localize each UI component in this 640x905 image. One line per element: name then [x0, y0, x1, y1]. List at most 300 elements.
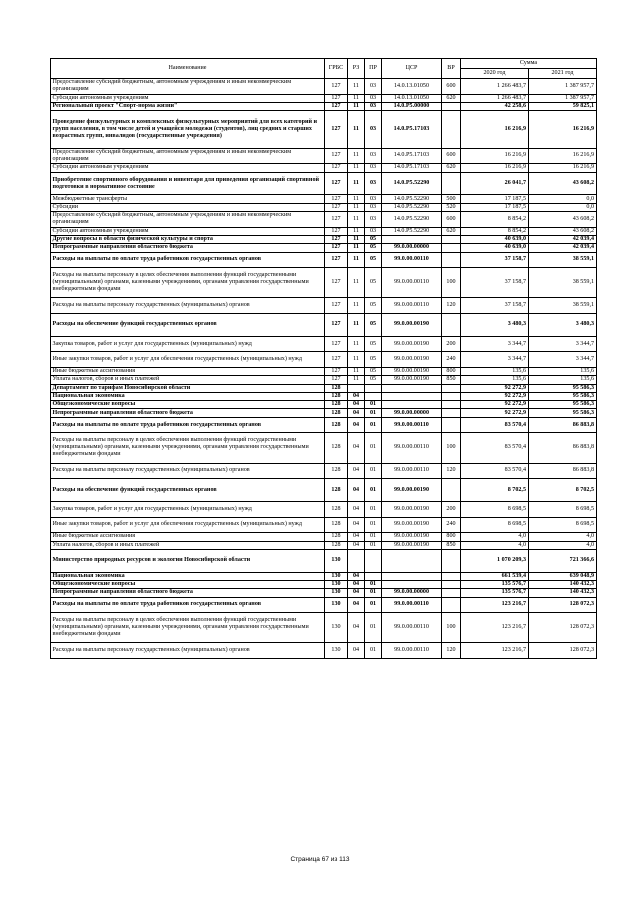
cell-sum-2020: 40 639,0	[461, 244, 529, 252]
cell-pr: 03	[365, 172, 382, 195]
cell-vr	[442, 235, 461, 243]
table-row	[51, 533, 597, 541]
cell-rz: 04	[348, 401, 365, 409]
cell-csr: 99.0.00.00190	[382, 376, 442, 384]
cell-pr: 01	[365, 643, 382, 659]
cell-pr: 01	[365, 463, 382, 479]
cell-name: Межбюджетные трансферты	[51, 195, 325, 203]
table-row	[51, 79, 597, 95]
cell-grbs: 127	[325, 268, 348, 298]
cell-name: Предоставление субсидий бюджетным, автономным учреждениям и иным некоммерческим организациям	[51, 212, 325, 228]
cell-pr: 05	[365, 298, 382, 314]
cell-name: Расходы на обеспечение функций государственных органов	[51, 313, 325, 336]
cell-rz	[348, 384, 365, 392]
cell-sum-2021: 135,6	[529, 376, 597, 384]
cell-name: Другие вопросы в области физической культуры и спорта	[51, 235, 325, 243]
cell-csr: 14.0.P5.00000	[382, 102, 442, 110]
cell-sum-2021: 128 072,3	[529, 613, 597, 643]
cell-name: Непрограммные направления областного бюджета	[51, 409, 325, 417]
cell-sum-2020: 1 070 209,3	[461, 549, 529, 572]
cell-pr: 01	[365, 517, 382, 533]
cell-sum-2021: 4,0	[529, 533, 597, 541]
cell-grbs: 127	[325, 102, 348, 110]
cell-csr	[382, 549, 442, 572]
cell-vr	[442, 417, 461, 433]
cell-vr: 100	[442, 613, 461, 643]
cell-grbs: 127	[325, 368, 348, 376]
cell-name: Уплата налогов, сборов и иных платежей	[51, 541, 325, 549]
cell-csr: 99.0.00.00190	[382, 479, 442, 502]
cell-csr: 99.0.00.00110	[382, 643, 442, 659]
cell-rz: 04	[348, 502, 365, 518]
cell-pr: 01	[365, 479, 382, 502]
cell-grbs: 127	[325, 148, 348, 164]
cell-csr: 99.0.00.00000	[382, 409, 442, 417]
cell-sum-2021: 8 698,5	[529, 502, 597, 518]
cell-name: Министерство природных ресурсов и экологии Новосибирской области	[51, 549, 325, 572]
cell-sum-2020: 92 272,9	[461, 384, 529, 392]
cell-rz: 04	[348, 417, 365, 433]
cell-grbs: 127	[325, 212, 348, 228]
header-sum: Сумма	[461, 59, 597, 69]
table-row	[51, 409, 597, 417]
cell-sum-2021: 86 883,8	[529, 433, 597, 463]
cell-name: Расходы на выплаты по оплате труда работников государственных органов	[51, 252, 325, 268]
cell-vr: 800	[442, 533, 461, 541]
cell-pr: 05	[365, 313, 382, 336]
cell-sum-2021: 16 216,9	[529, 164, 597, 172]
cell-vr: 200	[442, 336, 461, 352]
cell-sum-2020: 40 639,0	[461, 235, 529, 243]
table-row	[51, 298, 597, 314]
header-year-2020: 2020 год	[461, 69, 529, 79]
cell-pr	[365, 384, 382, 392]
cell-vr: 100	[442, 433, 461, 463]
cell-name: Субсидии автономным учреждениям	[51, 164, 325, 172]
cell-sum-2020: 8 854,2	[461, 212, 529, 228]
cell-vr: 800	[442, 368, 461, 376]
cell-sum-2020: 26 041,7	[461, 172, 529, 195]
cell-name: Уплата налогов, сборов и иных платежей	[51, 376, 325, 384]
cell-grbs: 128	[325, 502, 348, 518]
cell-sum-2021: 43 608,2	[529, 172, 597, 195]
cell-sum-2020: 92 272,9	[461, 409, 529, 417]
cell-sum-2021: 95 586,3	[529, 409, 597, 417]
cell-pr: 05	[365, 336, 382, 352]
cell-vr: 600	[442, 212, 461, 228]
cell-rz: 11	[348, 313, 365, 336]
cell-sum-2020: 16 216,9	[461, 164, 529, 172]
cell-pr	[365, 572, 382, 580]
cell-sum-2021: 42 039,4	[529, 244, 597, 252]
cell-pr: 05	[365, 352, 382, 368]
cell-rz: 04	[348, 541, 365, 549]
cell-csr: 99.0.00.00000	[382, 244, 442, 252]
cell-pr: 01	[365, 597, 382, 613]
cell-vr	[442, 392, 461, 400]
table-row	[51, 313, 597, 336]
cell-rz: 04	[348, 409, 365, 417]
cell-rz: 04	[348, 572, 365, 580]
table-row	[51, 581, 597, 589]
cell-grbs: 127	[325, 376, 348, 384]
cell-rz: 04	[348, 533, 365, 541]
cell-rz: 11	[348, 94, 365, 102]
table-row	[51, 195, 597, 203]
cell-name: Расходы на выплаты персоналу в целях обеспечения выполнения функций государственными (муниципальными) органами, казенными учреждениями, органами управления государственными внебюджетными фондами	[51, 433, 325, 463]
cell-vr: 620	[442, 94, 461, 102]
cell-rz: 04	[348, 643, 365, 659]
cell-sum-2021: 4,0	[529, 541, 597, 549]
cell-vr	[442, 244, 461, 252]
table-row	[51, 252, 597, 268]
table-row	[51, 164, 597, 172]
cell-sum-2021: 1 387 957,7	[529, 94, 597, 102]
table-row	[51, 613, 597, 643]
cell-sum-2021: 86 883,8	[529, 463, 597, 479]
cell-pr: 03	[365, 148, 382, 164]
cell-vr: 600	[442, 79, 461, 95]
cell-pr: 03	[365, 227, 382, 235]
cell-rz: 11	[348, 111, 365, 149]
cell-name: Иные закупки товаров, работ и услуг для обеспечения государственных (муниципальных) нужд	[51, 517, 325, 533]
cell-vr: 120	[442, 298, 461, 314]
budget-table-sheet	[50, 58, 596, 659]
cell-rz: 11	[348, 148, 365, 164]
cell-csr: 99.0.00.00190	[382, 517, 442, 533]
cell-sum-2021: 59 825,1	[529, 102, 597, 110]
cell-grbs: 127	[325, 111, 348, 149]
cell-sum-2020: 123 216,7	[461, 597, 529, 613]
cell-grbs: 128	[325, 541, 348, 549]
cell-csr: 99.0.00.00110	[382, 298, 442, 314]
cell-vr: 200	[442, 502, 461, 518]
table-row	[51, 589, 597, 597]
cell-pr: 05	[365, 235, 382, 243]
cell-name: Субсидии	[51, 203, 325, 211]
cell-pr: 03	[365, 79, 382, 95]
cell-grbs: 127	[325, 235, 348, 243]
cell-sum-2021: 128 072,3	[529, 643, 597, 659]
cell-pr	[365, 392, 382, 400]
cell-rz: 04	[348, 479, 365, 502]
cell-sum-2020: 8 854,2	[461, 227, 529, 235]
cell-rz: 04	[348, 589, 365, 597]
table-row	[51, 479, 597, 502]
cell-rz: 11	[348, 336, 365, 352]
cell-grbs: 130	[325, 572, 348, 580]
cell-pr: 03	[365, 164, 382, 172]
cell-sum-2020: 37 158,7	[461, 252, 529, 268]
cell-name: Расходы на выплаты персоналу государственных (муниципальных) органов	[51, 643, 325, 659]
cell-rz: 04	[348, 463, 365, 479]
cell-vr	[442, 384, 461, 392]
table-row	[51, 643, 597, 659]
cell-pr: 05	[365, 268, 382, 298]
table-row	[51, 172, 597, 195]
cell-sum-2020: 8 702,5	[461, 479, 529, 502]
cell-sum-2020: 83 570,4	[461, 463, 529, 479]
table-row	[51, 549, 597, 572]
table-row	[51, 376, 597, 384]
cell-rz: 11	[348, 164, 365, 172]
cell-rz: 11	[348, 352, 365, 368]
cell-name: Непрограммные направления областного бюджета	[51, 244, 325, 252]
cell-rz: 04	[348, 517, 365, 533]
cell-pr: 03	[365, 94, 382, 102]
cell-name: Департамент по тарифам Новосибирской области	[51, 384, 325, 392]
cell-name: Расходы на выплаты по оплате труда работников государственных органов	[51, 597, 325, 613]
cell-sum-2021: 0,0	[529, 203, 597, 211]
table-row	[51, 502, 597, 518]
cell-sum-2020: 92 272,9	[461, 401, 529, 409]
cell-vr	[442, 581, 461, 589]
table-row	[51, 235, 597, 243]
cell-sum-2020: 123 216,7	[461, 643, 529, 659]
cell-grbs: 128	[325, 409, 348, 417]
cell-csr: 99.0.00.00110	[382, 463, 442, 479]
cell-pr: 05	[365, 244, 382, 252]
cell-sum-2021: 1 387 957,7	[529, 79, 597, 95]
budget-table-body	[51, 79, 597, 659]
cell-vr: 500	[442, 195, 461, 203]
cell-rz: 11	[348, 252, 365, 268]
cell-grbs: 127	[325, 336, 348, 352]
table-row	[51, 94, 597, 102]
cell-sum-2021: 3 344,7	[529, 336, 597, 352]
page-number: Страница 67 из 113	[290, 856, 350, 863]
cell-name: Расходы на выплаты персоналу государственных (муниципальных) органов	[51, 463, 325, 479]
cell-csr: 14.0.P5.17103	[382, 148, 442, 164]
cell-sum-2021: 95 586,3	[529, 392, 597, 400]
table-row	[51, 352, 597, 368]
table-row	[51, 433, 597, 463]
budget-table	[50, 58, 597, 659]
cell-sum-2021: 38 559,1	[529, 252, 597, 268]
cell-sum-2020: 37 158,7	[461, 298, 529, 314]
cell-sum-2021: 0,0	[529, 195, 597, 203]
cell-sum-2021: 3 344,7	[529, 352, 597, 368]
cell-vr	[442, 252, 461, 268]
cell-grbs: 130	[325, 613, 348, 643]
cell-rz: 11	[348, 227, 365, 235]
cell-csr: 14.0.P5.17103	[382, 111, 442, 149]
table-row	[51, 336, 597, 352]
cell-csr	[382, 235, 442, 243]
cell-sum-2020: 83 570,4	[461, 433, 529, 463]
cell-sum-2020: 135 576,7	[461, 581, 529, 589]
cell-sum-2020: 17 187,5	[461, 195, 529, 203]
cell-pr: 03	[365, 111, 382, 149]
cell-csr: 99.0.00.00110	[382, 433, 442, 463]
cell-sum-2020: 83 570,4	[461, 417, 529, 433]
cell-pr: 05	[365, 368, 382, 376]
cell-rz: 11	[348, 172, 365, 195]
cell-csr: 99.0.00.00190	[382, 368, 442, 376]
header-year-2021: 2021 год	[529, 69, 597, 79]
cell-grbs: 128	[325, 392, 348, 400]
table-row	[51, 417, 597, 433]
cell-sum-2021: 8 698,5	[529, 517, 597, 533]
cell-sum-2020: 3 480,3	[461, 313, 529, 336]
cell-grbs: 127	[325, 227, 348, 235]
cell-vr	[442, 102, 461, 110]
cell-sum-2020: 3 344,7	[461, 352, 529, 368]
cell-sum-2021: 140 432,3	[529, 581, 597, 589]
cell-vr	[442, 597, 461, 613]
cell-pr: 03	[365, 203, 382, 211]
cell-vr	[442, 409, 461, 417]
cell-grbs: 127	[325, 79, 348, 95]
cell-vr: 620	[442, 164, 461, 172]
cell-pr: 05	[365, 376, 382, 384]
cell-sum-2021: 16 216,9	[529, 148, 597, 164]
cell-csr	[382, 572, 442, 580]
table-row	[51, 384, 597, 392]
cell-name: Общеэкономические вопросы	[51, 581, 325, 589]
cell-grbs: 127	[325, 172, 348, 195]
cell-sum-2021: 8 702,5	[529, 479, 597, 502]
cell-rz: 04	[348, 392, 365, 400]
cell-sum-2021: 140 432,3	[529, 589, 597, 597]
cell-rz: 04	[348, 613, 365, 643]
cell-grbs: 128	[325, 384, 348, 392]
header-pr: ПР	[365, 59, 382, 79]
cell-sum-2021: 128 072,3	[529, 597, 597, 613]
cell-grbs: 130	[325, 549, 348, 572]
table-row	[51, 392, 597, 400]
cell-sum-2021: 3 480,3	[529, 313, 597, 336]
cell-vr: 240	[442, 352, 461, 368]
header-grbs: ГРБС	[325, 59, 348, 79]
cell-name: Предоставление субсидий бюджетным, автономным учреждениям и иным некоммерческим организациям	[51, 79, 325, 95]
cell-sum-2020: 3 344,7	[461, 336, 529, 352]
cell-sum-2021: 42 039,4	[529, 235, 597, 243]
cell-sum-2020: 4,0	[461, 541, 529, 549]
cell-grbs: 127	[325, 195, 348, 203]
cell-pr: 01	[365, 613, 382, 643]
cell-name: Национальная экономика	[51, 392, 325, 400]
cell-grbs: 127	[325, 164, 348, 172]
cell-csr	[382, 384, 442, 392]
cell-vr: 120	[442, 463, 461, 479]
cell-csr: 14.0.P5.52290	[382, 227, 442, 235]
cell-name: Предоставление субсидий бюджетным, автономным учреждениям и иным некоммерческим организациям	[51, 148, 325, 164]
cell-csr: 99.0.00.00110	[382, 417, 442, 433]
cell-sum-2020: 16 216,9	[461, 148, 529, 164]
cell-pr: 01	[365, 502, 382, 518]
cell-sum-2020: 42 258,6	[461, 102, 529, 110]
cell-name: Закупка товаров, работ и услуг для государственных (муниципальных) нужд	[51, 502, 325, 518]
cell-sum-2021: 43 608,2	[529, 227, 597, 235]
cell-csr	[382, 392, 442, 400]
cell-csr: 99.0.00.00190	[382, 502, 442, 518]
cell-csr: 99.0.00.00000	[382, 589, 442, 597]
header-name: Наименование	[51, 59, 325, 79]
cell-csr: 99.0.00.00190	[382, 313, 442, 336]
cell-csr: 14.0.P5.52290	[382, 203, 442, 211]
cell-sum-2020: 8 698,5	[461, 502, 529, 518]
table-row	[51, 541, 597, 549]
cell-pr: 03	[365, 102, 382, 110]
cell-sum-2020: 123 216,7	[461, 613, 529, 643]
cell-csr: 99.0.00.00190	[382, 352, 442, 368]
cell-sum-2021: 38 559,1	[529, 298, 597, 314]
cell-csr: 99.0.00.00190	[382, 336, 442, 352]
table-row	[51, 203, 597, 211]
header-rz: РЗ	[348, 59, 365, 79]
cell-name: Расходы на выплаты персоналу в целях обеспечения выполнения функций государственными (муниципальными) органами, казенными учреждениями, органами управления государственными внебюджетными фондами	[51, 613, 325, 643]
cell-sum-2020: 1 266 483,7	[461, 94, 529, 102]
cell-rz: 04	[348, 433, 365, 463]
table-row	[51, 368, 597, 376]
cell-csr: 14.0.P5.52290	[382, 195, 442, 203]
cell-name: Расходы на выплаты персоналу государственных (муниципальных) органов	[51, 298, 325, 314]
cell-rz: 04	[348, 597, 365, 613]
cell-name: Региональный проект "Спорт-норма жизни"	[51, 102, 325, 110]
cell-sum-2021: 721 366,6	[529, 549, 597, 572]
cell-pr: 03	[365, 195, 382, 203]
cell-name: Закупка товаров, работ и услуг для государственных (муниципальных) нужд	[51, 336, 325, 352]
cell-name: Общеэкономические вопросы	[51, 401, 325, 409]
cell-sum-2020: 661 539,4	[461, 572, 529, 580]
cell-pr: 03	[365, 212, 382, 228]
cell-sum-2021: 639 048,9	[529, 572, 597, 580]
cell-rz: 04	[348, 581, 365, 589]
cell-grbs: 128	[325, 417, 348, 433]
cell-csr: 14.0.P5.17103	[382, 164, 442, 172]
cell-rz: 11	[348, 102, 365, 110]
cell-csr	[382, 581, 442, 589]
cell-pr: 01	[365, 409, 382, 417]
cell-pr: 01	[365, 417, 382, 433]
cell-vr: 600	[442, 148, 461, 164]
cell-sum-2021: 95 586,3	[529, 401, 597, 409]
cell-grbs: 128	[325, 401, 348, 409]
cell-sum-2020: 135,6	[461, 368, 529, 376]
cell-sum-2020: 37 158,7	[461, 268, 529, 298]
cell-rz: 11	[348, 79, 365, 95]
cell-csr: 14.0.13.01050	[382, 94, 442, 102]
cell-csr: 99.0.00.00190	[382, 533, 442, 541]
cell-grbs: 127	[325, 313, 348, 336]
cell-grbs: 128	[325, 479, 348, 502]
table-row	[51, 212, 597, 228]
table-row	[51, 463, 597, 479]
cell-grbs: 127	[325, 244, 348, 252]
cell-name: Проведение физкультурных и комплексных физкультурных мероприятий для всех категорий и групп населения, в том числе детей и учащейся молодежи (студентов), лиц средних и старших возрастных групп, инвалидов (государственные учреждения)	[51, 111, 325, 149]
cell-vr	[442, 589, 461, 597]
cell-rz: 11	[348, 203, 365, 211]
cell-grbs: 130	[325, 581, 348, 589]
cell-sum-2021: 86 883,8	[529, 417, 597, 433]
table-row	[51, 401, 597, 409]
cell-vr: 100	[442, 268, 461, 298]
cell-csr: 99.0.00.00110	[382, 597, 442, 613]
cell-sum-2020: 92 272,9	[461, 392, 529, 400]
cell-name: Субсидии автономным учреждениям	[51, 227, 325, 235]
cell-vr: 850	[442, 541, 461, 549]
table-row	[51, 597, 597, 613]
cell-vr: 620	[442, 227, 461, 235]
cell-rz: 11	[348, 235, 365, 243]
cell-sum-2020: 4,0	[461, 533, 529, 541]
cell-grbs: 127	[325, 352, 348, 368]
cell-sum-2021: 38 559,1	[529, 268, 597, 298]
cell-sum-2021: 16 216,9	[529, 111, 597, 149]
cell-csr: 99.0.00.00110	[382, 613, 442, 643]
table-row	[51, 102, 597, 110]
